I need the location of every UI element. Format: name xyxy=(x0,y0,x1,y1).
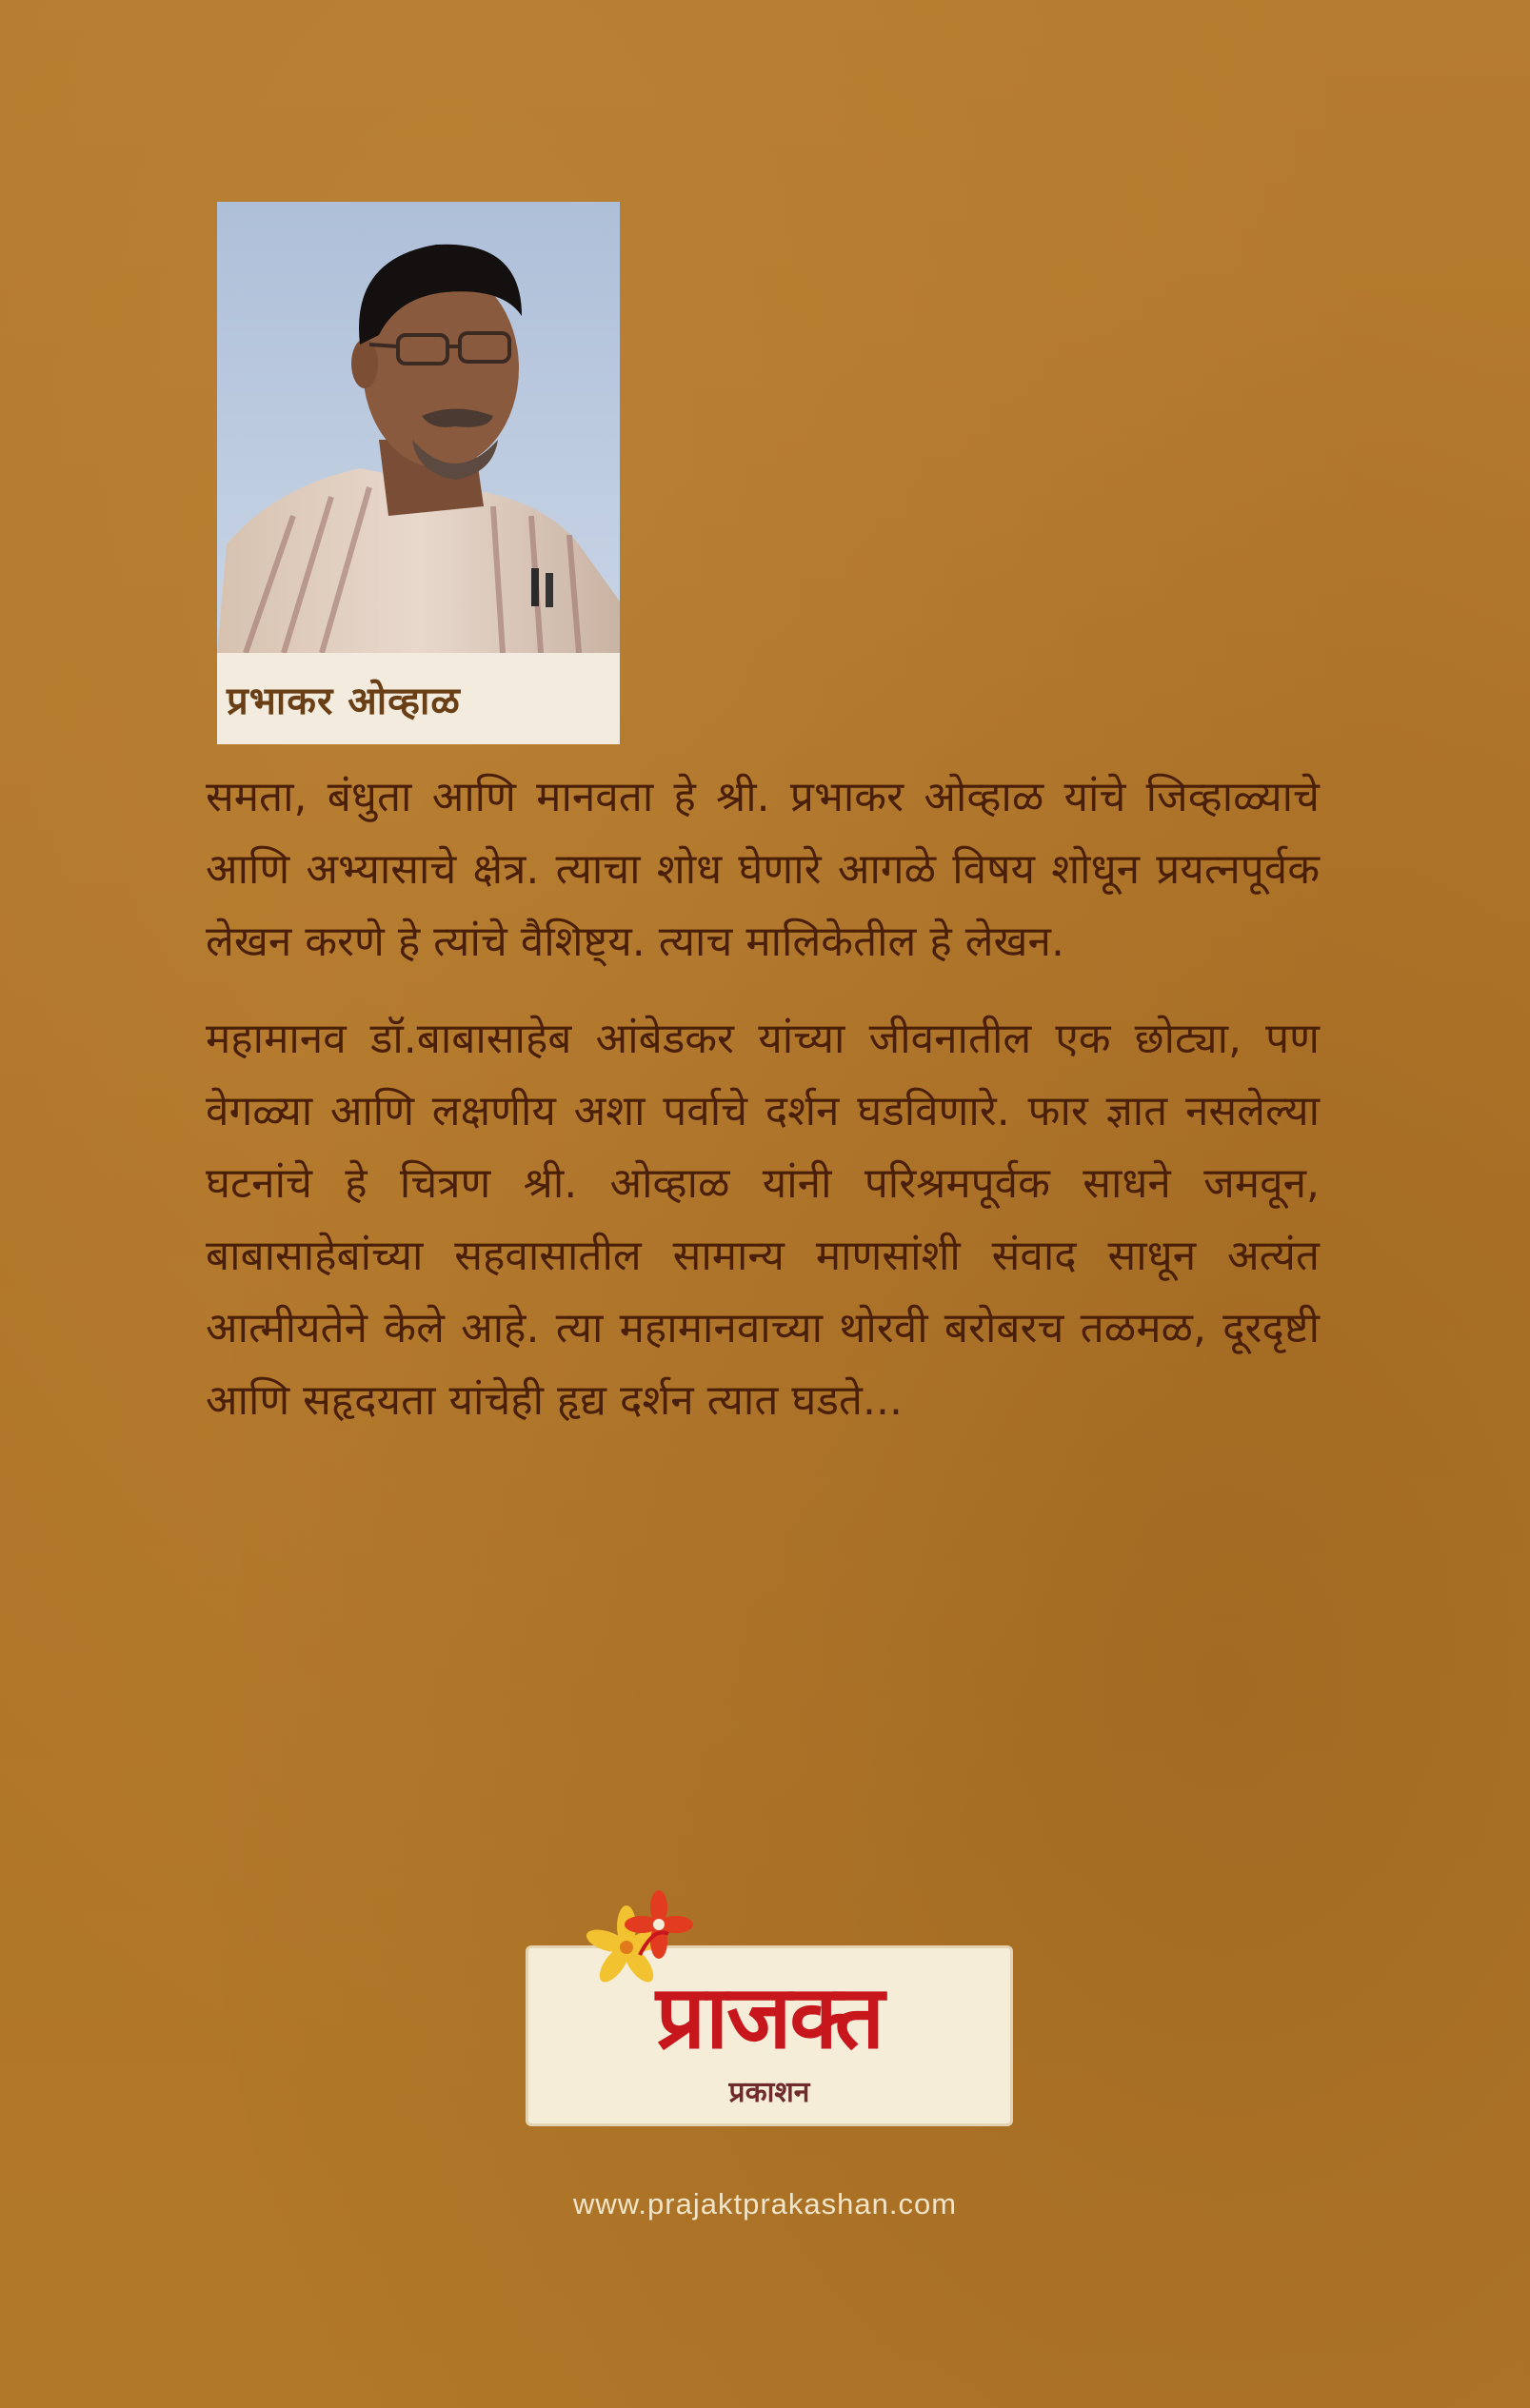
blurb-paragraph-1: समता, बंधुता आणि मानवता हे श्री. प्रभाकर ओव्हाळ यांचे जिव्हाळ्याचे आणि अभ्यासाचे क्षेत्र. त्याचा शोध घेणारे आगळे विषय शोधून प्रयत्नपूर्वक लेखन करणे हे त्यांचे वैशिष्ट्य. त्याच मालिकेतील हे लेखन. xyxy=(206,773,1320,966)
publisher-logo xyxy=(526,1888,1013,2131)
publisher-website[interactable]: www.prajaktprakashan.com xyxy=(572,2187,958,2220)
author-name: प्रभाकर ओव्हाळ xyxy=(227,679,461,723)
publisher-subtitle: प्रकाशन xyxy=(728,2076,810,2109)
publisher-name: प्राजक्त xyxy=(655,1965,884,2068)
author-caption xyxy=(217,653,620,744)
blurb xyxy=(206,761,1320,1462)
blurb-paragraph-2: महामानव डॉ.बाबासाहेब आंबेडकर यांच्या जीवनातील एक छोट्या, पण वेगळ्या आणि लक्षणीय अशा पर्वाचे दर्शन घडविणारे. फार ज्ञात नसलेल्या घटनांचे हे चित्रण श्री. ओव्हाळ यांनी परिश्रमपूर्वक साधने जमवून, बाबासाहेबांच्या सहवासातील सामान्य माणसांशी संवाद साधून अत्यंत आत्मीयतेने केले आहे. त्या महामानवाच्या थोरवी बरोबरच तळमळ, दूरदृष्टी आणि सहृदयता यांचेही हृद्य दर्शन त्यात घडते... xyxy=(206,1015,1320,1425)
author-photo xyxy=(217,202,620,653)
